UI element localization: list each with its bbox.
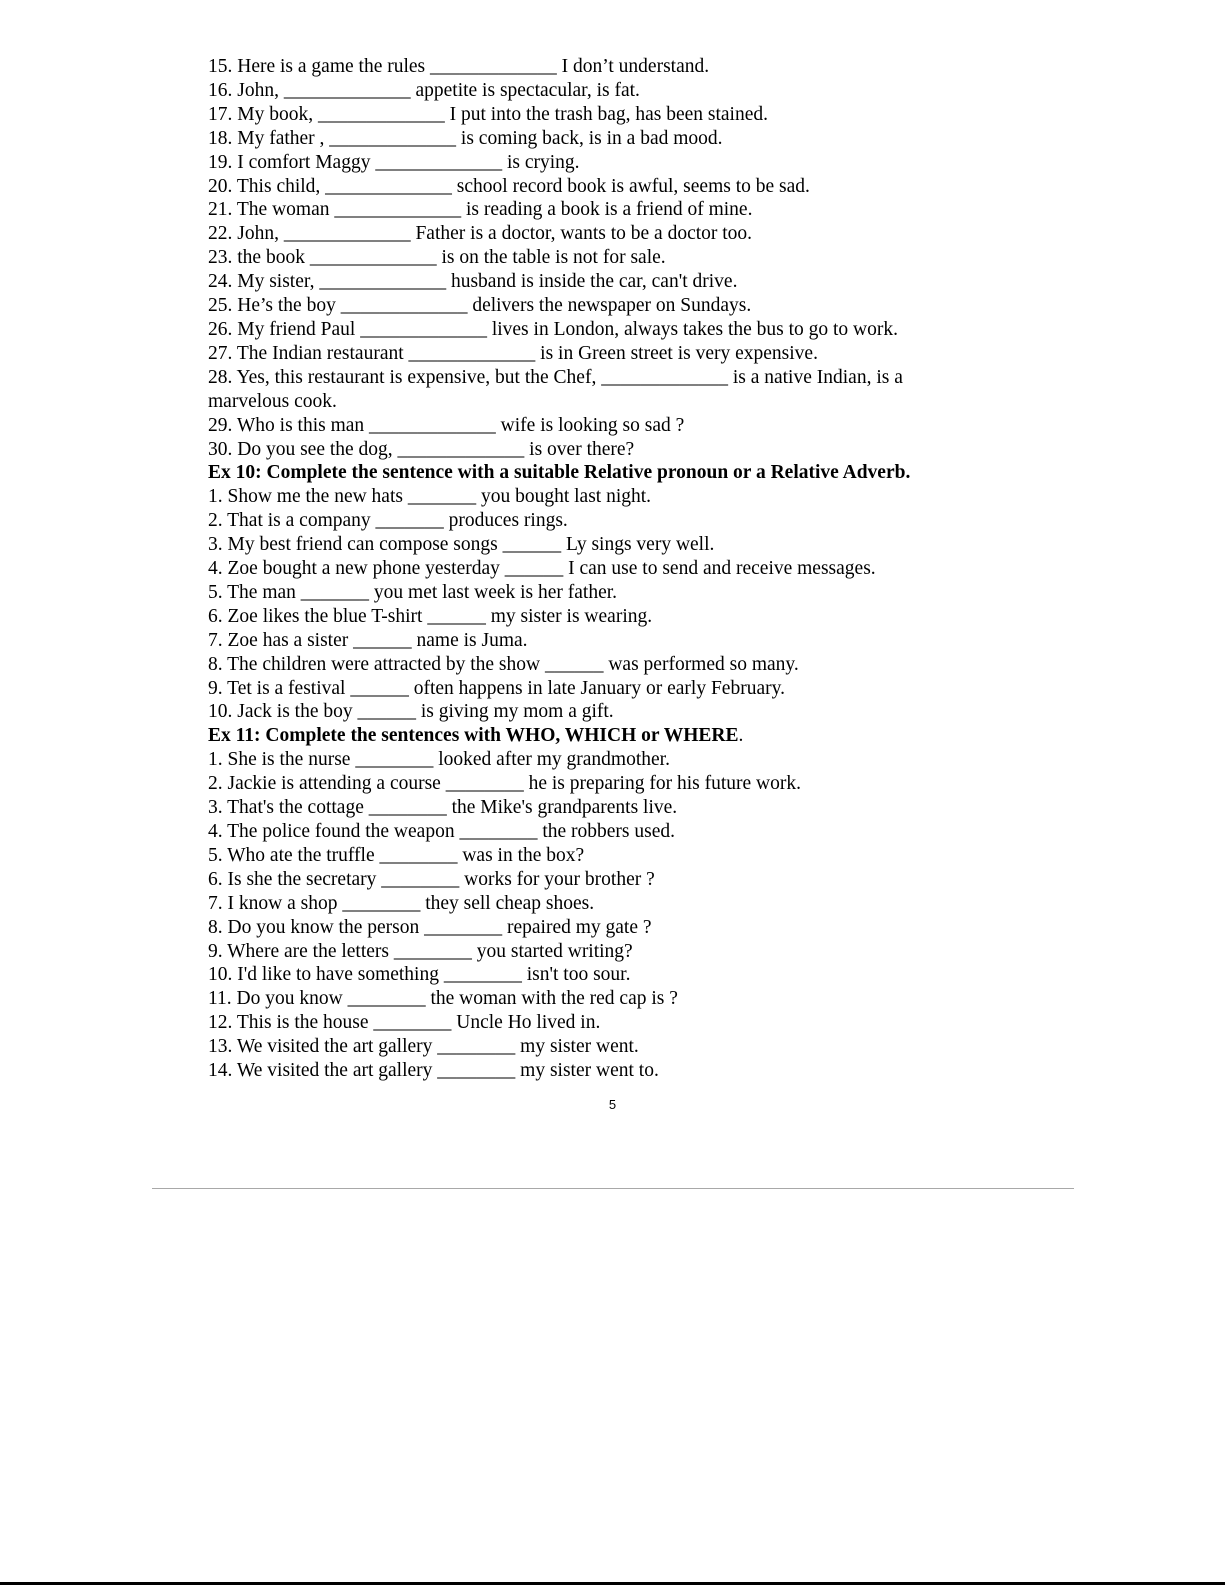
list-item: 29. Who is this man _____________ wife is looking so sad ? <box>208 414 685 436</box>
worksheet-page <box>208 55 968 1083</box>
list-item: 4. Zoe bought a new phone yesterday ______ I can use to send and receive messages. <box>208 558 876 580</box>
list-item: 9. Where are the letters ________ you started writing? <box>208 940 633 962</box>
page-number: 5 <box>608 1097 617 1112</box>
list-item: 5. The man _______ you met last week is her father. <box>208 581 618 603</box>
list-item: 9. Tet is a festival ______ often happens in late January or early February. <box>208 677 785 699</box>
list-item: 2. That is a company _______ produces rings. <box>208 510 568 532</box>
list-item: 6. Zoe likes the blue T-shirt ______ my sister is wearing. <box>208 605 653 627</box>
list-item: 2. Jackie is attending a course ________ he is preparing for his future work. <box>208 773 801 795</box>
list-item: 20. This child, _____________ school record book is awful, seems to be sad. <box>208 175 810 197</box>
list-item: 27. The Indian restaurant _____________ is in Green street is very expensive. <box>208 342 818 364</box>
list-item: 19. I comfort Maggy _____________ is crying. <box>208 151 580 173</box>
list-item: 23. the book _____________ is on the table is not for sale. <box>208 247 666 269</box>
list-item: 22. John, _____________ Father is a doctor, wants to be a doctor too. <box>208 223 753 245</box>
list-item: 3. That's the cottage ________ the Mike's grandparents live. <box>208 797 678 819</box>
list-item: 26. My friend Paul _____________ lives in London, always takes the bus to go to work. <box>208 318 899 340</box>
list-item: 25. He’s the boy _____________ delivers the newspaper on Sundays. <box>208 295 752 317</box>
list-item: 16. John, _____________ appetite is spectacular, is fat. <box>208 79 640 101</box>
list-item: 24. My sister, _____________ husband is inside the car, can't drive. <box>208 271 738 293</box>
list-item: 15. Here is a game the rules _____________ I don’t understand. <box>208 56 710 77</box>
list-item: 21. The woman _____________ is reading a book is a friend of mine. <box>208 199 753 221</box>
list-item: 17. My book, _____________ I put into the trash bag, has been stained. <box>208 103 769 125</box>
list-item: 1. Show me the new hats _______ you bought last night. <box>208 486 652 508</box>
list-item: 8. The children were attracted by the show ______ was performed so many. <box>208 653 799 675</box>
list-item: 1. She is the nurse ________ looked after my grandmother. <box>208 749 670 771</box>
list-item: 6. Is she the secretary ________ works for your brother ? <box>208 868 655 890</box>
list-item: 3. My best friend can compose songs ______ Ly sings very well. <box>208 534 715 556</box>
list-item: 14. We visited the art gallery ________ my sister went to. <box>208 1060 659 1082</box>
heading-period: . <box>738 725 744 747</box>
list-item: 8. Do you know the person ________ repaired my gate ? <box>208 916 652 938</box>
list-item: 12. This is the house ________ Uncle Ho lived in. <box>208 1012 601 1034</box>
page-divider <box>152 1188 1074 1189</box>
exercise-9-continued <box>208 55 968 461</box>
exercise-10 <box>208 461 968 724</box>
list-item: 30. Do you see the dog, _____________ is over there? <box>208 438 635 460</box>
list-item: 4. The police found the weapon ________ the robbers used. <box>208 821 675 842</box>
exercise-11 <box>208 724 968 1083</box>
list-item: 11. Do you know ________ the woman with the red cap is ? <box>208 988 678 1010</box>
list-item: 28. Yes, this restaurant is expensive, but the Chef, _____________ is a native Indian, is a marvelous cook. <box>208 366 903 412</box>
list-item: 13. We visited the art gallery ________ my sister went. <box>208 1036 639 1058</box>
exercise-10-heading: Ex 10: Complete the sentence with a suitable Relative pronoun or a Relative Adverb. <box>208 462 911 484</box>
list-item: 10. I'd like to have something ________ isn't too sour. <box>208 964 631 986</box>
list-item: 5. Who ate the truffle ________ was in the box? <box>208 844 585 866</box>
list-item: 7. I know a shop ________ they sell cheap shoes. <box>208 892 595 914</box>
list-item: 10. Jack is the boy ______ is giving my mom a gift. <box>208 701 614 723</box>
exercise-11-heading <box>208 724 968 748</box>
list-item: 7. Zoe has a sister ______ name is Juma. <box>208 629 528 651</box>
exercise-11-heading-text: Ex 11: Complete the sentences with WHO, WHICH or WHERE <box>208 725 739 747</box>
list-item: 18. My father , _____________ is coming back, is in a bad mood. <box>208 127 723 149</box>
